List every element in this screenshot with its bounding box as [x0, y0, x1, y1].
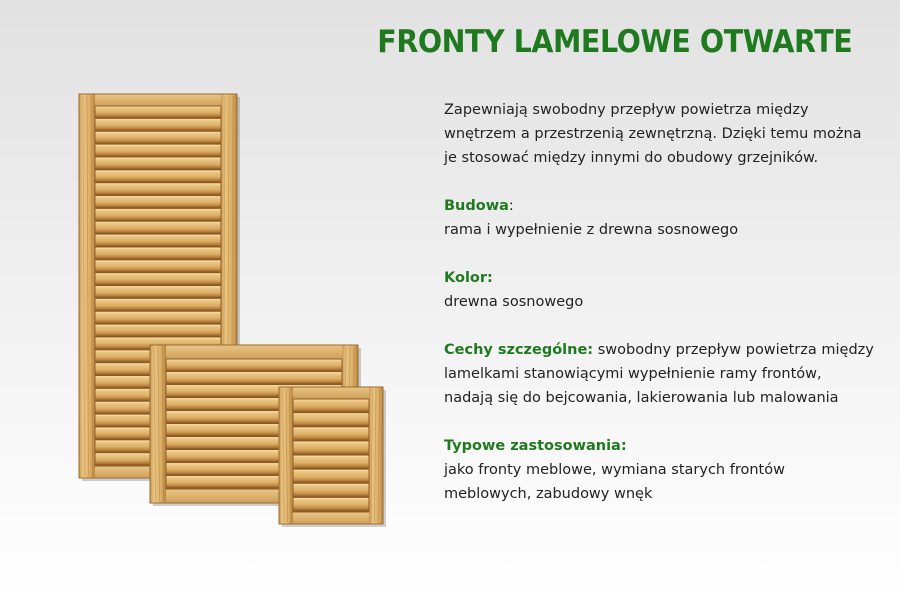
section-cechy [444, 338, 874, 410]
cechy-label: Cechy szczególne: [444, 342, 594, 358]
intro-text: Zapewniają swobodny przepływ powietrza między wnętrzem a przestrzenią zewnętrzną. Dzięki temu można je stosować między innymi do obudowy grzejników. [444, 102, 862, 166]
louvered-doors-image [0, 0, 420, 600]
zastosowania-text: jako fronty meblowe, wymiana starych frontów meblowych, zabudowy wnęk [444, 462, 785, 502]
cechy-text: swobodny przepływ powietrza między lamelkami stanowiącymi wypełnienie ramy frontów, nadają się do bejcowania, lakierowania lub malowania [444, 342, 874, 406]
description [444, 98, 874, 530]
kolor-label: Kolor: [444, 270, 493, 286]
section-budowa [444, 194, 874, 242]
page-title: FRONTY LAMELOWE OTWARTE [377, 24, 852, 60]
small-louvered-door [279, 387, 386, 527]
budowa-text: rama i wypełnienie z drewna sosnowego [444, 222, 739, 238]
budowa-label: Budowa [444, 198, 509, 214]
kolor-text: drewna sosnowego [444, 294, 584, 310]
budowa-colon: : [508, 198, 514, 214]
section-zastosowania [444, 434, 874, 506]
section-kolor [444, 266, 874, 314]
zastosowania-label: Typowe zastosowania: [444, 438, 627, 454]
